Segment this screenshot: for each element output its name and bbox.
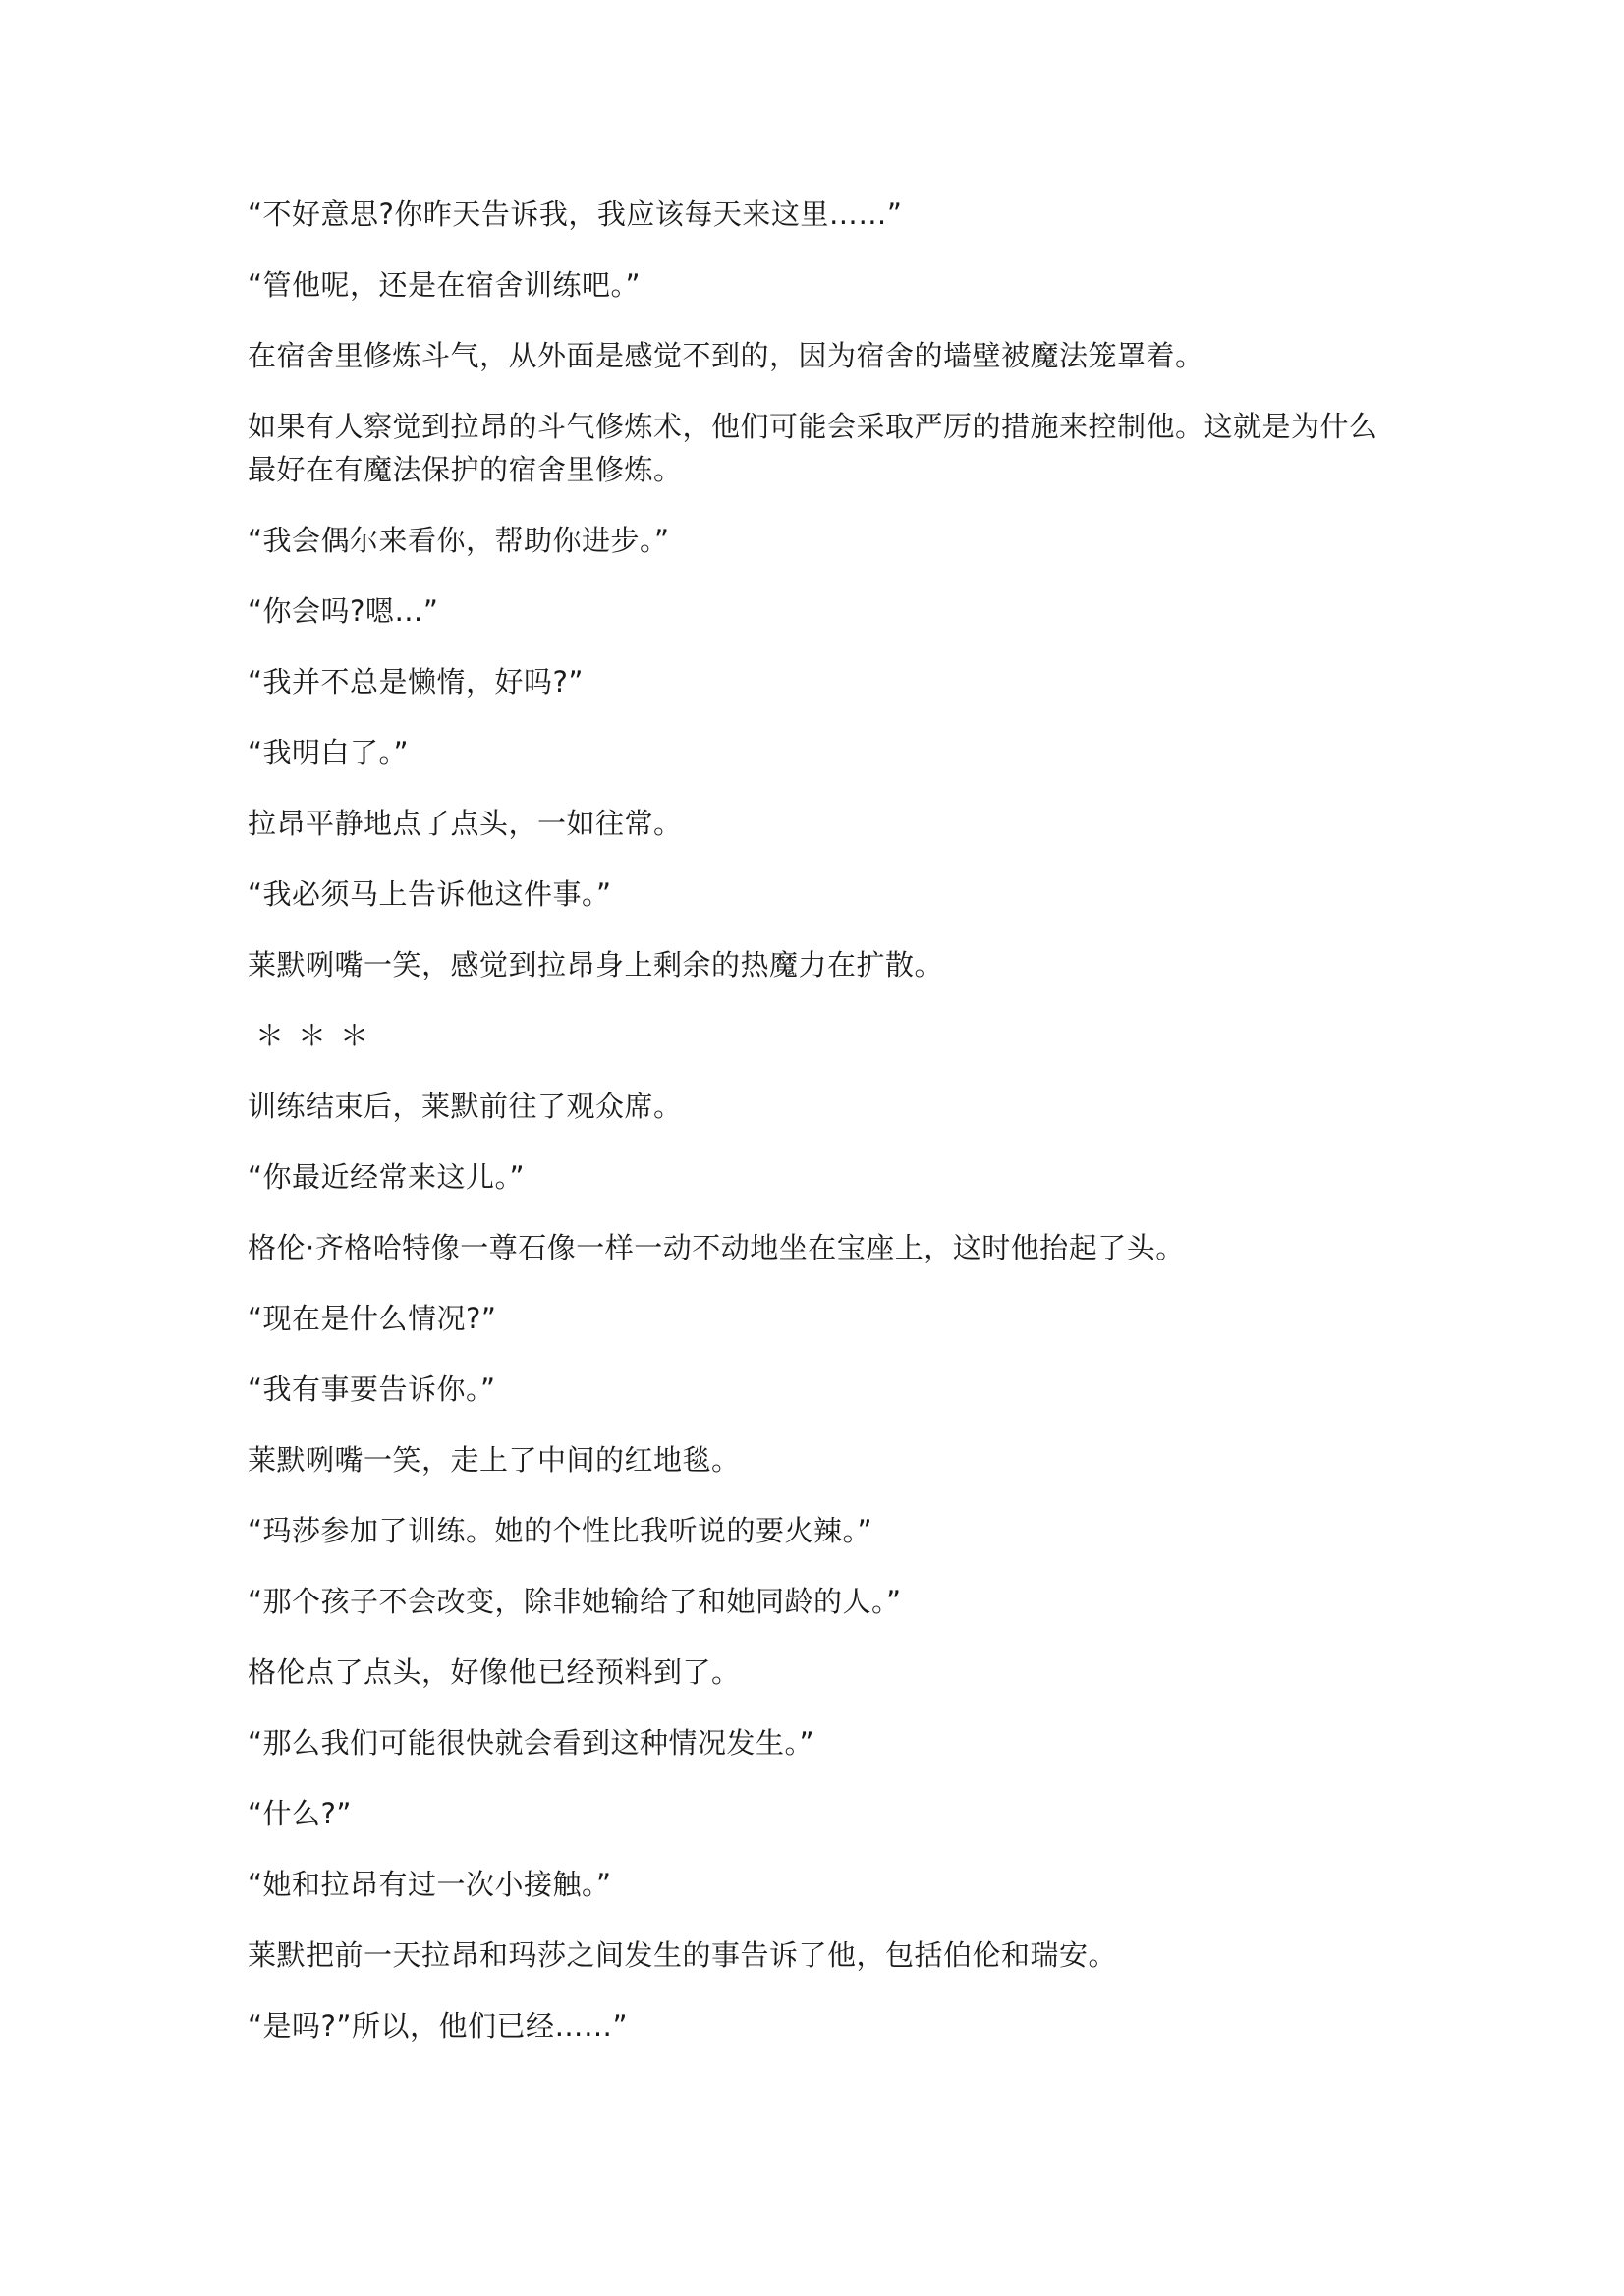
paragraph: “我会偶尔来看你，帮助你进步。” [248,524,670,557]
paragraph: “那个孩子不会改变，除非她输给了和她同龄的人。” [248,1585,902,1618]
paragraph: “我明白了。” [248,736,410,769]
paragraph: “我并不总是懒惰，好吗?” [248,665,584,699]
paragraph: “我有事要告诉你。” [248,1372,496,1406]
paragraph: “玛莎参加了训练。她的个性比我听说的要火辣。” [248,1514,873,1547]
paragraph: “什么?” [248,1797,352,1830]
paragraph: “你最近经常来这儿。” [248,1160,526,1194]
paragraph: 训练结束后，莱默前往了观众席。 [248,1090,683,1123]
paragraph: 莱默把前一天拉昂和玛莎之间发生的事告诉了他，包括伯伦和瑞安。 [248,1938,1118,1972]
paragraph: 如果有人察觉到拉昂的斗气修炼术，他们可能会采取严厉的措施来控制他。这就是为什么最好在有魔法保护的宿舍里修炼。 [248,410,1378,486]
paragraph: “现在是什么情况?” [248,1302,497,1335]
paragraph: 莱默咧嘴一笑，走上了中间的红地毯。 [248,1443,741,1477]
document-page [248,193,1387,2075]
paragraph: “我必须马上告诉他这件事。” [248,877,612,911]
paragraph: “不好意思?你昨天告诉我，我应该每天来这里……” [248,197,903,231]
paragraph: “她和拉昂有过一次小接触。” [248,1868,612,1901]
scene-separator: ＊＊＊ [255,1019,383,1052]
paragraph: 莱默咧嘴一笑，感觉到拉昂身上剩余的热魔力在扩散。 [248,948,944,981]
paragraph: 格伦点了点头，好像他已经预料到了。 [248,1655,741,1689]
paragraph: 格伦·齐格哈特像一尊石像一样一动不动地坐在宝座上，这时他抬起了头。 [248,1231,1185,1264]
paragraph: “是吗?”所以，他们已经……” [248,2009,628,2043]
paragraph: 在宿舍里修炼斗气，从外面是感觉不到的，因为宿舍的墙壁被魔法笼罩着。 [248,339,1204,372]
paragraph: “你会吗?嗯…” [248,594,439,628]
paragraph: “管他呢，还是在宿舍训练吧。” [248,268,642,302]
paragraph: 拉昂平静地点了点头，一如往常。 [248,807,683,840]
paragraph: “那么我们可能很快就会看到这种情况发生。” [248,1726,815,1760]
